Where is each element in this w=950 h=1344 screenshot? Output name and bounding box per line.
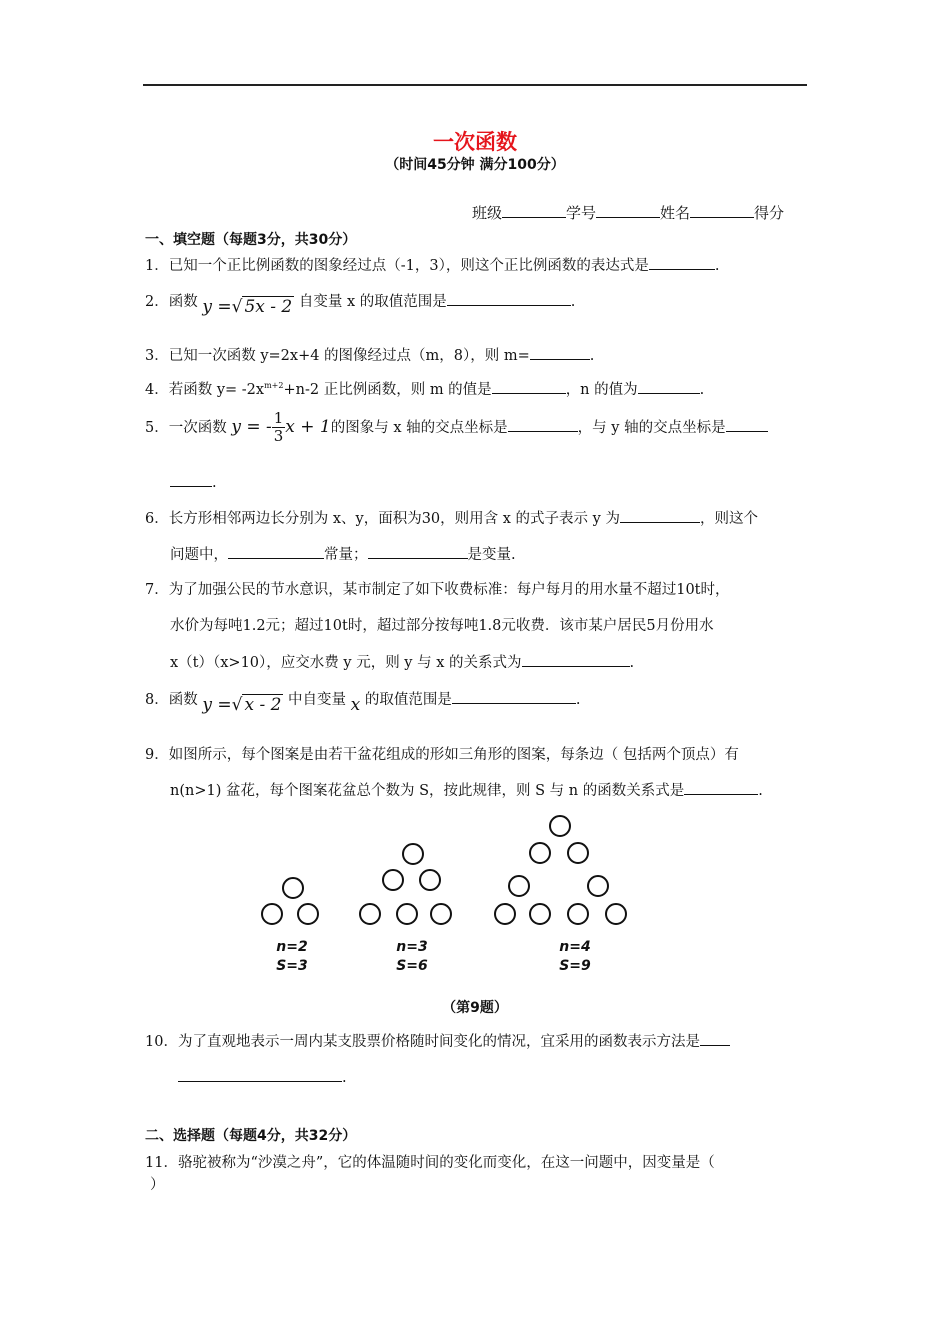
- question-7-line3: x（t）（x>10），应交水费 y 元，则 y 与 x 的关系式为 .: [170, 651, 634, 672]
- question-1: 1．已知一个正比例函数的图象经过点（-1，3），则这个正比例函数的表达式是 .: [145, 254, 719, 275]
- pattern2-s-label: S=6: [396, 958, 428, 974]
- class-blank[interactable]: [502, 203, 566, 218]
- section2-heading: 二、选择题（每题4分，共32分）: [145, 1128, 357, 1144]
- question-6-line2: 问题中， 常量； 是变量.: [170, 543, 516, 564]
- number-label: 学号: [566, 204, 597, 222]
- q6-answer-blank-3[interactable]: [368, 544, 468, 559]
- q5-formula: y = - $\frac{1}{3}$ x + 1: [231, 409, 331, 445]
- q10-answer-blank[interactable]: [700, 1031, 730, 1046]
- q5-answer-blank-x[interactable]: [508, 417, 578, 432]
- question-8: 8．函数 y =√ x - 2 中自变量 x 的取值范围是 .: [145, 688, 580, 709]
- question-7-line2: 水价为每吨1.2元；超过10t时，超过部分按每吨1.8元收费．该市某户居民5月份用水: [170, 618, 714, 634]
- pot-circle: [509, 876, 529, 896]
- question-5: 5．一次函数 y = - $\frac{1}{3}$ x + 1的图象与 x 轴的交点坐标是 ，与 y 轴的交点坐标是: [145, 410, 768, 445]
- pot-circle: [383, 870, 403, 890]
- pot-circle: [495, 904, 515, 924]
- question-11-line2: ）: [150, 1177, 165, 1193]
- q5-answer-blank-y-cont[interactable]: [170, 472, 212, 487]
- question-4: 4．若函数 $y= -2x^{m+2}+n-2$ 正比例函数，则 m 的值是 ，n 的值为 .: [145, 378, 704, 399]
- q8-answer-blank[interactable]: [452, 689, 576, 704]
- q4-answer-blank-m[interactable]: [492, 379, 566, 394]
- student-info-row: [472, 202, 784, 223]
- section1-heading: 一、填空题（每题3分，共30分）: [145, 232, 357, 248]
- pattern2-n-label: n=3: [396, 939, 428, 955]
- pattern1-s-label: S=3: [276, 958, 308, 974]
- q10-answer-blank-cont[interactable]: [178, 1067, 342, 1082]
- pot-circle: [397, 904, 417, 924]
- question-3: 3．已知一次函数 y=2x+4 的图像经过点（m，8），则 m= .: [145, 344, 594, 365]
- question-7: 7．为了加强公民的节水意识，某市制定了如下收费标准：每户每月的用水量不超过10t时，: [145, 582, 730, 598]
- q3-answer-blank[interactable]: [530, 345, 590, 360]
- q7-answer-blank[interactable]: [522, 652, 630, 667]
- name-label: 姓名: [660, 204, 691, 222]
- pot-circle: [530, 843, 550, 863]
- question-9-line2: n(n>1) 盆花，每个图案花盆总个数为 S，按此规律，则 S 与 n 的函数关系式是 .: [170, 779, 763, 800]
- pattern1-n-label: n=2: [276, 939, 308, 955]
- pot-circle: [403, 844, 423, 864]
- page-subtitle: （时间45分钟 满分100分）: [385, 157, 565, 173]
- pot-circle: [420, 870, 440, 890]
- question-2: 2．函数 y =√ 5x - 2 自变量 x 的取值范围是 .: [145, 290, 575, 311]
- flower-pot-pattern-figure: [240, 806, 660, 984]
- pot-circle: [530, 904, 550, 924]
- pot-circle: [550, 816, 570, 836]
- pot-circle: [262, 904, 282, 924]
- q6-answer-blank-2[interactable]: [228, 544, 324, 559]
- number-blank[interactable]: [596, 203, 660, 218]
- class-label: 班级: [472, 204, 503, 222]
- pattern3-s-label: S=9: [559, 958, 591, 974]
- q2-answer-blank[interactable]: [447, 291, 571, 306]
- pot-circle: [568, 843, 588, 863]
- question-6: 6．长方形相邻两边长分别为 x、y，面积为30，则用含 x 的式子表示 y 为 ，则这个: [145, 507, 758, 528]
- question-5-continued: .: [170, 472, 217, 491]
- pot-circle: [360, 904, 380, 924]
- pot-circle: [298, 904, 318, 924]
- question-10-continued: .: [178, 1067, 347, 1086]
- question-11: 11．骆驼被称为“沙漠之舟”，它的体温随时间的变化而变化，在这一问题中，因变量是（: [145, 1155, 715, 1171]
- pot-circle: [431, 904, 451, 924]
- q1-answer-blank[interactable]: [649, 255, 715, 270]
- q9-answer-blank[interactable]: [684, 780, 758, 795]
- q2-formula: y =√ 5x - 2: [202, 297, 293, 317]
- pot-circle: [606, 904, 626, 924]
- pot-circle: [568, 904, 588, 924]
- q6-answer-blank-1[interactable]: [620, 508, 700, 523]
- figure-caption: （第9题）: [442, 1000, 508, 1016]
- top-rule: [143, 84, 807, 86]
- name-blank[interactable]: [690, 203, 754, 218]
- q5-answer-blank-y[interactable]: [726, 417, 768, 432]
- pot-circle: [588, 876, 608, 896]
- pot-circle: [283, 878, 303, 898]
- q4-answer-blank-n[interactable]: [638, 379, 700, 394]
- pattern3-n-label: n=4: [559, 939, 591, 955]
- question-9: 9．如图所示，每个图案是由若干盆花组成的形如三角形的图案，每条边（ 包括两个顶点）有: [145, 747, 739, 763]
- question-10: 10．为了直观地表示一周内某支股票价格随时间变化的情况，宜采用的函数表示方法是: [145, 1030, 730, 1051]
- q8-formula: y =√ x - 2: [202, 695, 282, 715]
- score-label: 得分: [754, 204, 785, 222]
- page-title: 一次函数: [433, 130, 517, 154]
